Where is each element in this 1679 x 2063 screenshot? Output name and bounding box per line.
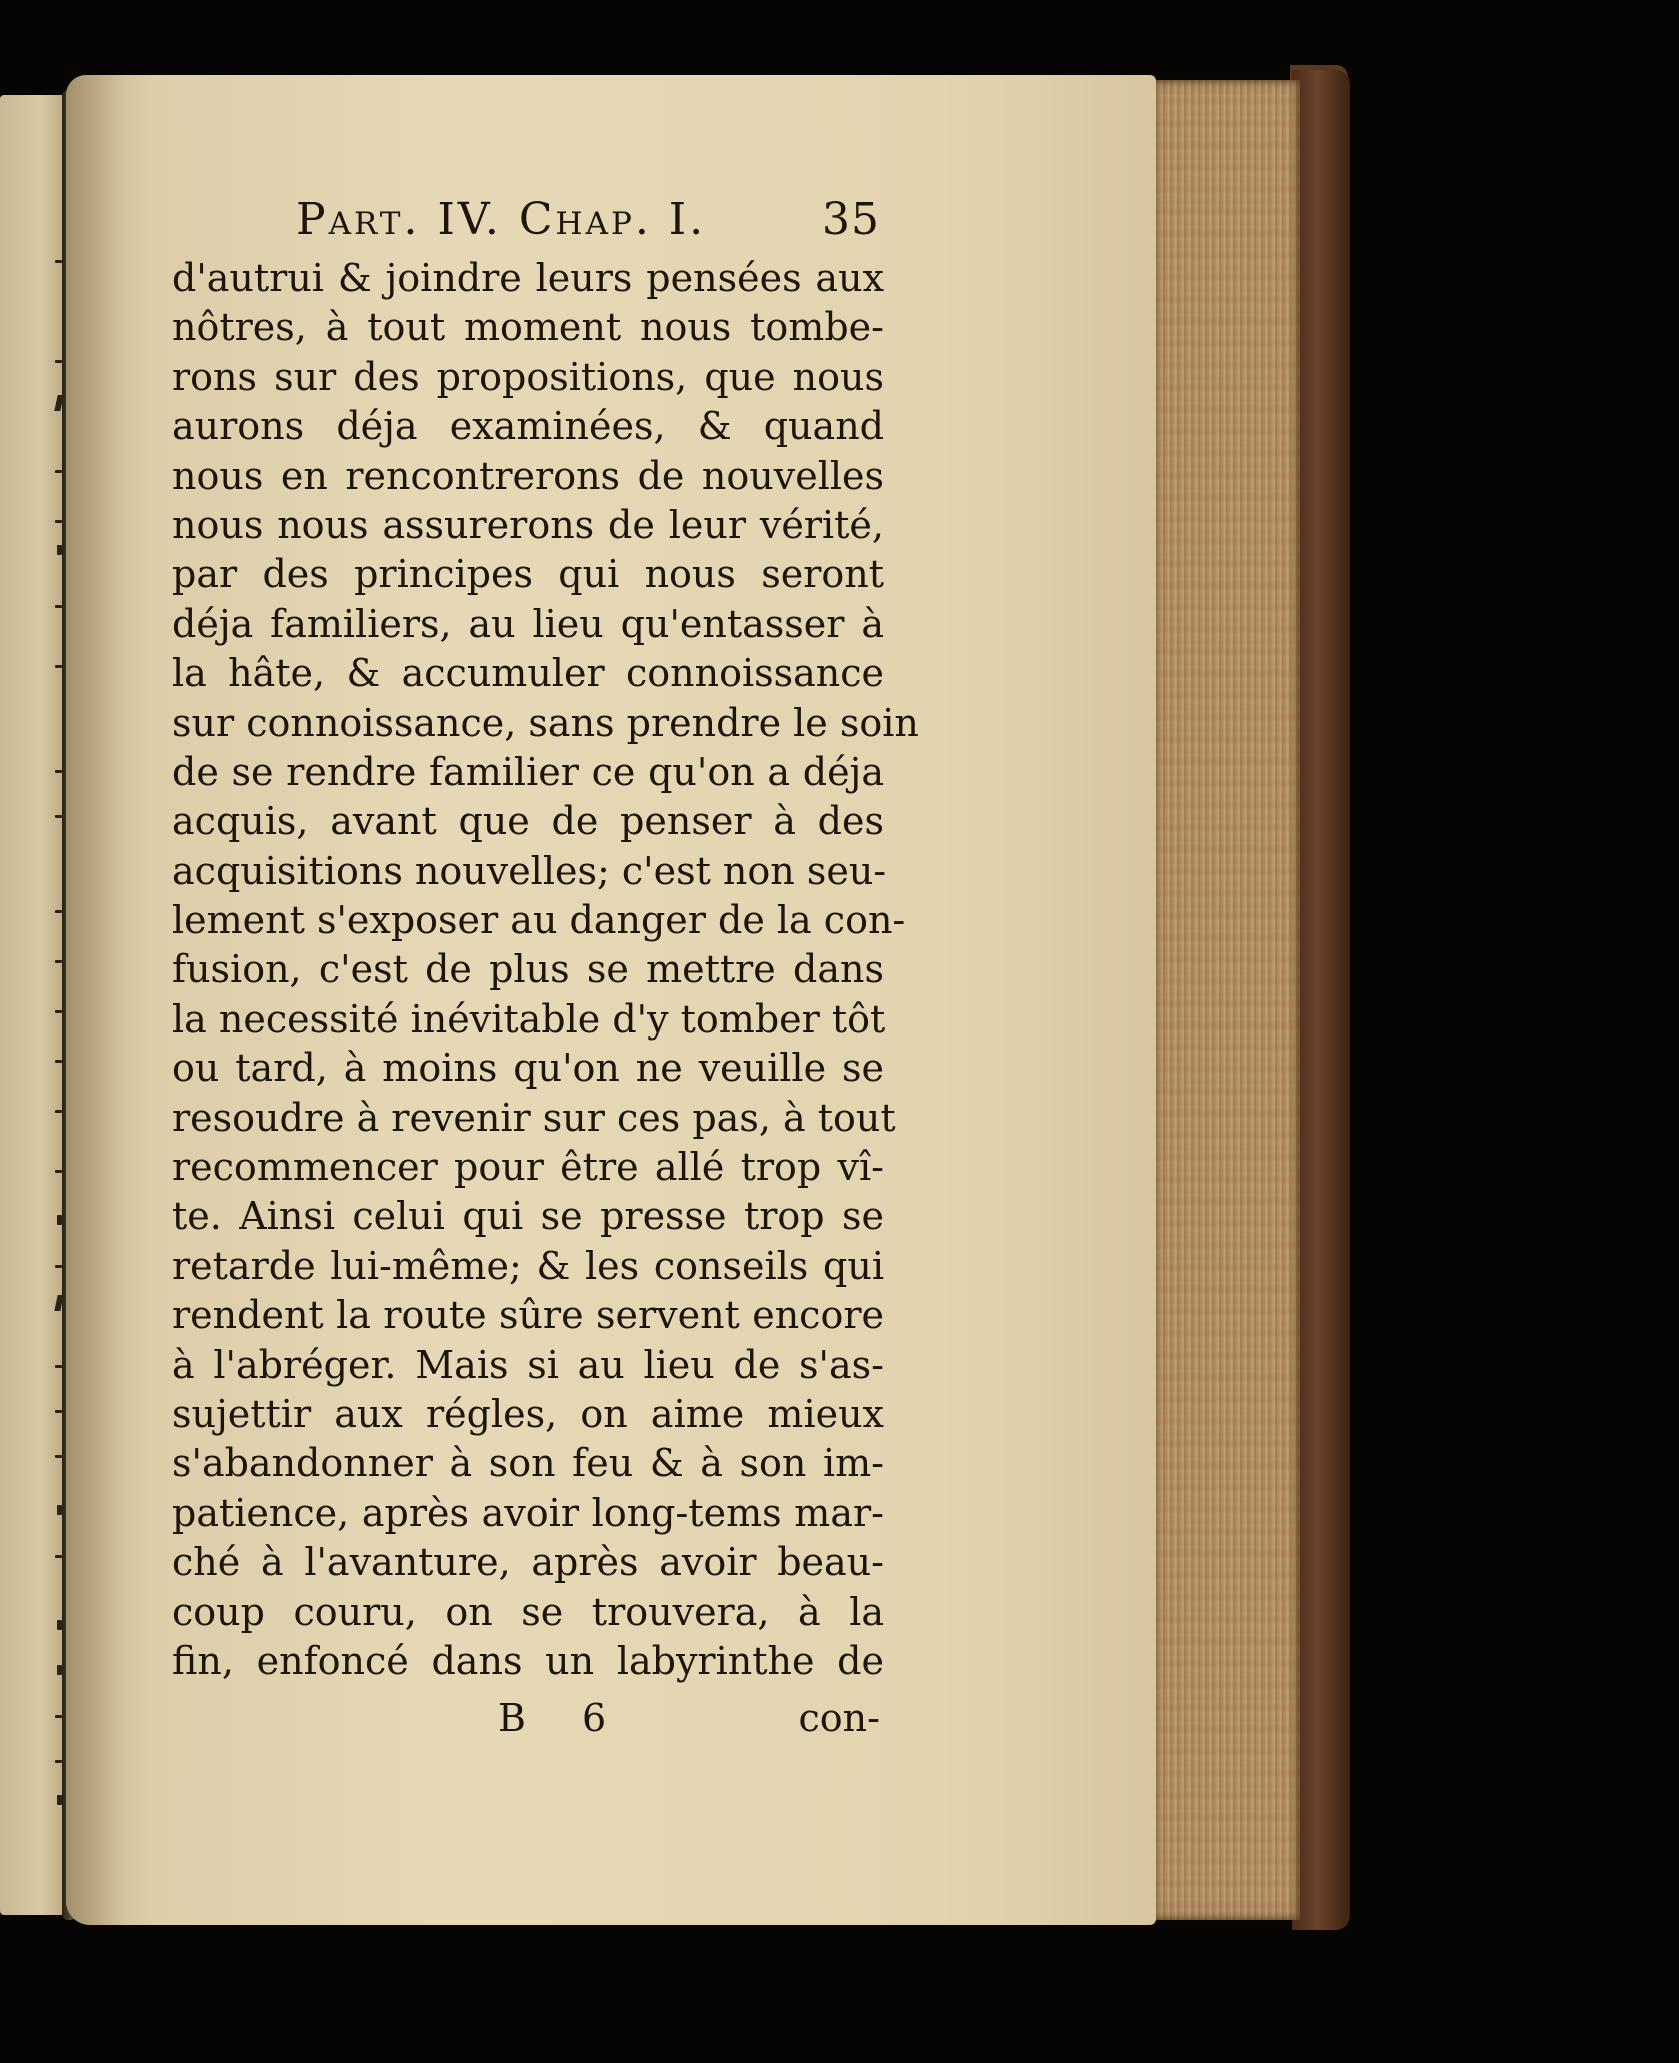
text-line: coup couru, on se trouvera, à la <box>172 1589 884 1634</box>
text-line: la necessité inévitable d'y tomber tôt <box>172 996 886 1041</box>
text-line: déja familiers, au lieu qu'entasser à <box>172 601 884 646</box>
text-line: retarde lui-même; & les conseils qui <box>172 1243 884 1288</box>
text-line: de se rendre familier ce qu'on a déja <box>172 749 884 794</box>
text-line: sujettir aux régles, on aime mieux <box>172 1391 884 1436</box>
ink-fragment <box>55 360 62 363</box>
ink-fragment <box>55 815 62 818</box>
text-line: d'autrui & joindre leurs pensées aux <box>172 256 884 300</box>
ink-fragment <box>55 1555 62 1558</box>
leather-cover-edge <box>1292 70 1350 1930</box>
ink-fragment <box>55 260 62 263</box>
page-footer <box>172 1690 884 1750</box>
text-line: resoudre à revenir sur ces pas, à tout <box>172 1095 896 1140</box>
signature-mark: B 6 <box>498 1696 629 1741</box>
catchword: con- <box>798 1696 880 1741</box>
text-block <box>172 188 919 1750</box>
text-line: ché à l'avanture, après avoir beau- <box>172 1540 884 1585</box>
running-head <box>172 188 884 254</box>
ink-fragment <box>55 470 62 473</box>
text-line: par des principes qui nous seront <box>172 552 884 597</box>
ink-fragment <box>55 1365 62 1368</box>
running-head-title: Part. IV. Chap. I. <box>296 194 707 245</box>
text-line: la hâte, & accumuler connoissance <box>172 651 884 696</box>
page-curve-shadow <box>66 75 126 1925</box>
text-line: fin, enfoncé dans un labyrinthe de <box>172 1638 884 1683</box>
text-line: rendent la route sûre servent encore <box>172 1293 884 1338</box>
text-line: nous en rencontrerons de nouvelles <box>172 453 884 498</box>
text-line: sur connoissance, sans prendre le soin <box>172 700 919 745</box>
ink-fragment <box>55 1715 62 1718</box>
text-line: patience, après avoir long-tems mar- <box>172 1490 884 1535</box>
ink-fragment <box>55 1060 62 1063</box>
text-line: te. Ainsi celui qui se presse trop se <box>172 1194 884 1239</box>
page-number: 35 <box>822 194 880 245</box>
ink-fragment <box>55 960 62 963</box>
text-line: nous nous assurerons de leur vérité, <box>172 502 884 547</box>
text-line: acquis, avant que de penser à des <box>172 799 884 844</box>
text-line: lement s'exposer au danger de la con- <box>172 898 906 943</box>
text-line: s'abandonner à son feu & à son im- <box>172 1441 884 1486</box>
text-line: aurons déja examinées, & quand <box>172 404 884 449</box>
text-line: à l'abréger. Mais si au lieu de s'as- <box>172 1342 884 1387</box>
text-line: rons sur des propositions, que nous <box>172 354 884 399</box>
ink-fragment <box>55 1760 62 1763</box>
ink-fragment <box>55 1265 62 1268</box>
ink-fragment <box>55 605 62 608</box>
ink-fragment <box>55 665 62 668</box>
ink-fragment <box>55 1170 62 1173</box>
text-line: acquisitions nouvelles; c'est non seu- <box>172 848 887 893</box>
text-line: recommencer pour être allé trop vî- <box>172 1145 884 1190</box>
left-facing-page-edge <box>0 95 68 1915</box>
text-line: fusion, c'est de plus se mettre dans <box>172 947 884 992</box>
ink-fragment <box>55 910 62 913</box>
ink-fragment <box>55 770 62 773</box>
ink-fragment <box>55 1455 62 1458</box>
text-line: ou tard, à moins qu'on ne veuille se <box>172 1046 884 1091</box>
sprinkled-edge-decoration <box>1145 80 1300 1920</box>
ink-fragment <box>55 1110 62 1113</box>
ink-fragment <box>55 1010 62 1013</box>
text-line: nôtres, à tout moment nous tombe- <box>172 305 884 350</box>
body-text <box>172 254 919 1686</box>
ink-fragment <box>55 520 62 523</box>
ink-fragment <box>55 1410 62 1413</box>
